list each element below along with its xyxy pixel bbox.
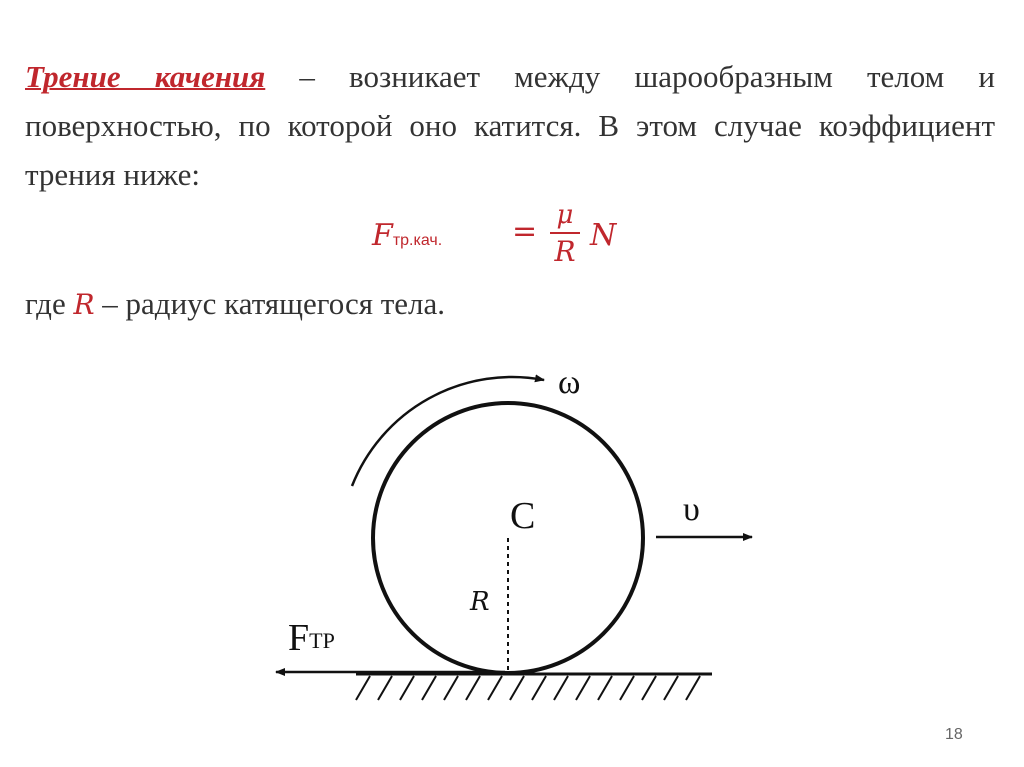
friction-label [288,617,335,659]
where-suffix: – радиус катящегося тела. [94,286,446,321]
formula-force-subscript: тр.кач. [392,232,443,249]
rotation-arrow [352,377,544,486]
ground-surface [356,674,712,700]
where-variable: R [73,288,95,321]
radius-label: R [470,587,490,617]
velocity-label: υ [683,491,700,528]
ground-hatching [356,676,700,700]
page-number: 18 [945,726,963,743]
formula-force-symbol: F [372,218,393,253]
definition-text: – возникает между шарообразным телом и поверхностью, по которой оно катится. В этом случае коэффициент трения ниже: [25,59,995,192]
formula-numerator: μ [556,200,574,230]
where-prefix: где [25,286,74,321]
formula-denominator: R [554,235,576,268]
formula-normal-force: N [590,218,617,253]
formula-equals-sign: = [512,214,538,249]
term-rolling-friction: Трение качения [25,59,266,94]
friction-label-main: F [288,617,310,659]
friction-label-sub: ТР [309,628,335,653]
omega-label: ω [558,364,581,401]
center-label: C [510,495,536,537]
